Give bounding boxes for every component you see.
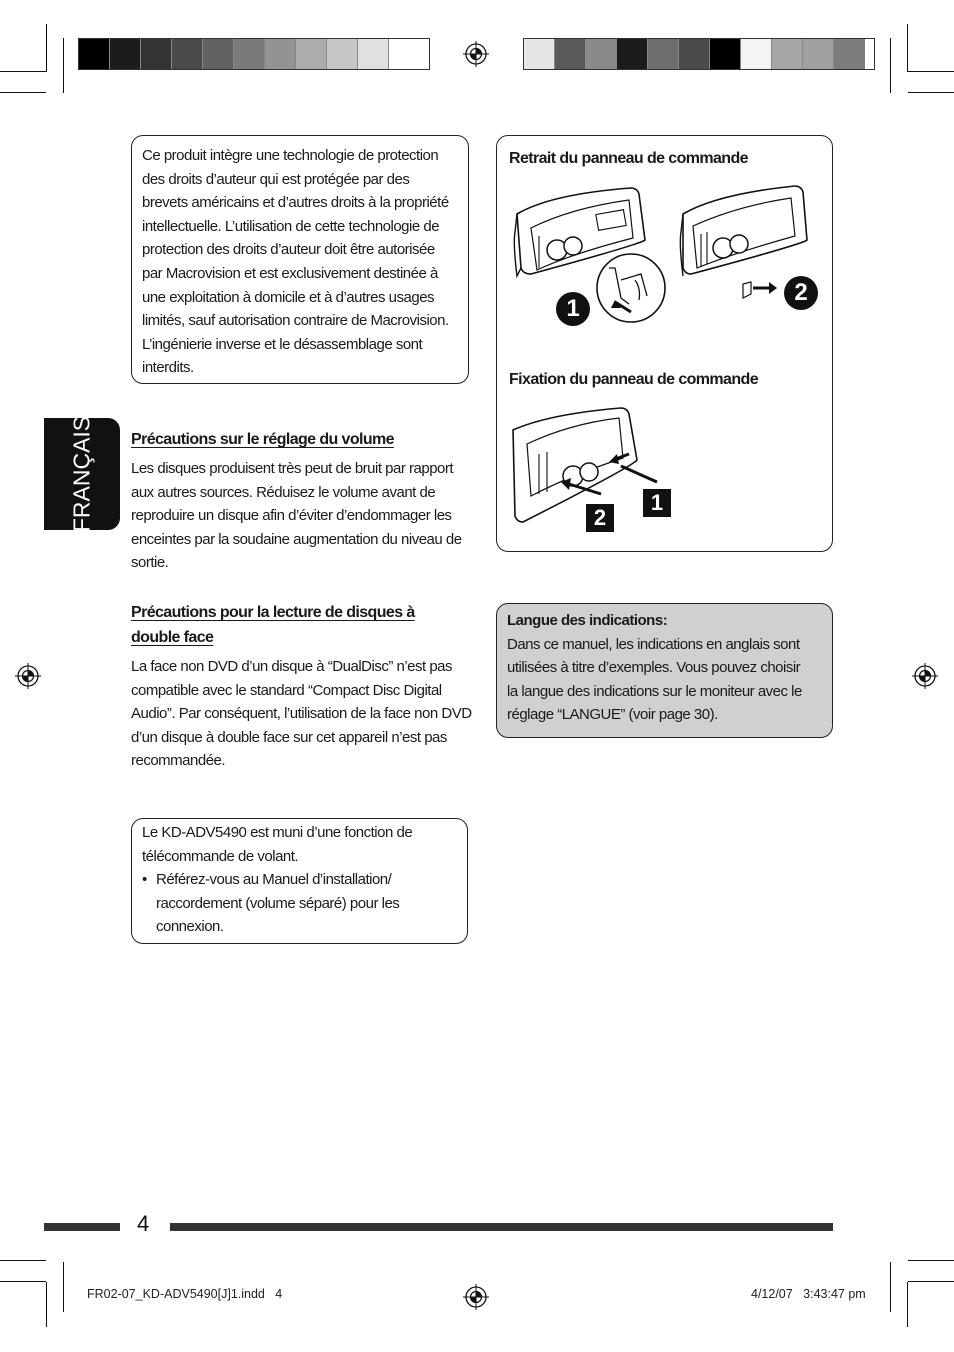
control-panel-box [496,135,833,552]
text-line: aux autres sources. Réduisez le volume avant de [131,483,436,501]
steering-remote-text [142,821,462,939]
color-swatch [141,39,172,69]
text-line: brevets américains et d’autres droits à la propriété [142,194,449,212]
text-line: utilisées à titre d’exemples. Vous pouvez choisir [507,659,801,677]
color-swatch [648,39,679,69]
attach-heading: Fixation du panneau de commande [509,371,758,388]
footer-file [87,1287,282,1301]
footer-date: 4/12/07 [751,1287,793,1301]
crop-mark [0,92,46,93]
text-line: la langue des indications sur le moniteur avec le [507,682,802,700]
color-swatch [555,39,586,69]
crop-mark [908,1281,954,1282]
text-line: reproduire un disque afin d’éviter d’endommager les [131,507,452,525]
heading-line: double face [131,629,214,646]
color-swatch [710,39,741,69]
text-line: par Macrovision et est exclusivement destinée à [142,264,438,282]
color-swatch [79,39,110,69]
color-swatch [327,39,358,69]
color-swatch [234,39,265,69]
volume-section-text [131,457,471,575]
text-line: L’ingénierie inverse et le désassemblage sont [142,335,423,353]
color-swatch [586,39,617,69]
crop-mark [0,1260,46,1261]
bullet-glyph: • [142,871,147,889]
macrovision-notice-text [142,144,467,380]
dualdisc-section-text [131,655,476,773]
text-line: enceintes par la soudaine augmentation du niveau de [131,530,462,548]
color-swatch [389,39,420,69]
crop-mark [890,38,891,93]
bullet-item [142,868,462,939]
registration-mark-icon [912,663,938,689]
crop-mark [46,24,47,72]
language-tab-label: FRANÇAIS [68,415,95,533]
text-line: Dans ce manuel, les indications en anglais sont [507,635,800,653]
dualdisc-section-heading [131,600,415,650]
text-line: connexion. [156,918,224,936]
text-line: limités, sauf autorisation contraire de Macrovision. [142,312,449,330]
crop-mark [907,1282,908,1327]
removal-heading: Retrait du panneau de commande [509,150,748,167]
crop-mark [908,71,954,72]
page-bar-right [170,1223,833,1231]
text-line: réglage “LANGUE” (voir page 30). [507,706,718,724]
color-swatch [803,39,834,69]
footer-time: 3:43:47 pm [803,1287,866,1301]
color-bar-left [78,38,430,70]
page-number: 4 [137,1211,150,1236]
text-line: compatible avec le standard “Compact Disc Digital [131,681,442,699]
crop-mark [908,1260,954,1261]
color-swatch [741,39,772,69]
color-swatch [617,39,648,69]
text-line: des droits d’auteur qui est protégée par des [142,170,410,188]
color-swatch [172,39,203,69]
text-line: d’un disque à double face sur cet appareil n’est pas [131,728,447,746]
registration-mark-icon [463,1284,489,1310]
crop-mark [890,1262,891,1312]
text-line: interdits. [142,359,194,377]
registration-mark-icon [15,663,41,689]
step-1-badge: 1 [643,489,671,517]
crop-mark [46,1282,47,1327]
step-2-badge: 2 [784,276,818,310]
volume-section-heading: Précautions sur le réglage du volume [131,431,394,448]
text-line: sortie. [131,554,169,572]
footer-file-page: 4 [275,1287,283,1301]
text-line: La face non DVD d’un disque à “DualDisc” n’est pas [131,658,453,675]
crop-mark [63,1262,64,1312]
step-2-badge: 2 [586,504,614,532]
color-swatch [679,39,710,69]
steering-remote-box [131,818,468,944]
color-swatch [296,39,327,69]
macrovision-notice-box [131,135,469,384]
language-tab [44,415,120,533]
text-line: intellectuelle. L’utilisation de cette technologie de [142,217,440,235]
language-note-title: Langue des indications: [507,612,668,629]
step-1-badge: 1 [556,292,590,326]
crop-mark [0,1281,46,1282]
color-swatch [524,39,555,69]
footer-timestamp [751,1287,866,1301]
text-line: une exploitation à domicile et à d’autres usages [142,288,435,306]
panel-removal-illustration-1 [511,184,671,336]
heading-line: Précautions pour la lecture de disques à [131,604,415,621]
color-swatch [772,39,803,69]
language-note-text [507,609,827,727]
text-line: Référez-vous au Manuel d’installation/ [156,871,392,889]
text-line: télécommande de volant. [142,847,299,865]
text-line: Ce produit intègre une technologie de protection [142,147,439,164]
crop-mark [907,24,908,72]
crop-mark [63,38,64,93]
color-swatch [110,39,141,69]
color-bar-right [523,38,875,70]
color-swatch [358,39,389,69]
text-line: Audio”. Par conséquent, l’utilisation de la face non DVD [131,705,472,723]
crop-mark [0,71,46,72]
text-line: Le KD-ADV5490 est muni d’une fonction de [142,824,413,841]
registration-mark-icon [463,41,489,67]
color-swatch [265,39,296,69]
text-line: recommandée. [131,752,226,770]
language-note-box [496,603,833,738]
crop-mark [908,92,954,93]
text-line: protection des droits d’auteur doit être autorisée [142,241,435,259]
text-line: raccordement (volume séparé) pour les [156,894,400,912]
page-bar-left [44,1223,120,1231]
text-line: Les disques produisent très peut de bruit par rapport [131,460,454,477]
footer-filename: FR02-07_KD-ADV5490[J]1.indd [87,1287,265,1301]
color-swatch [203,39,234,69]
color-swatch [834,39,865,69]
